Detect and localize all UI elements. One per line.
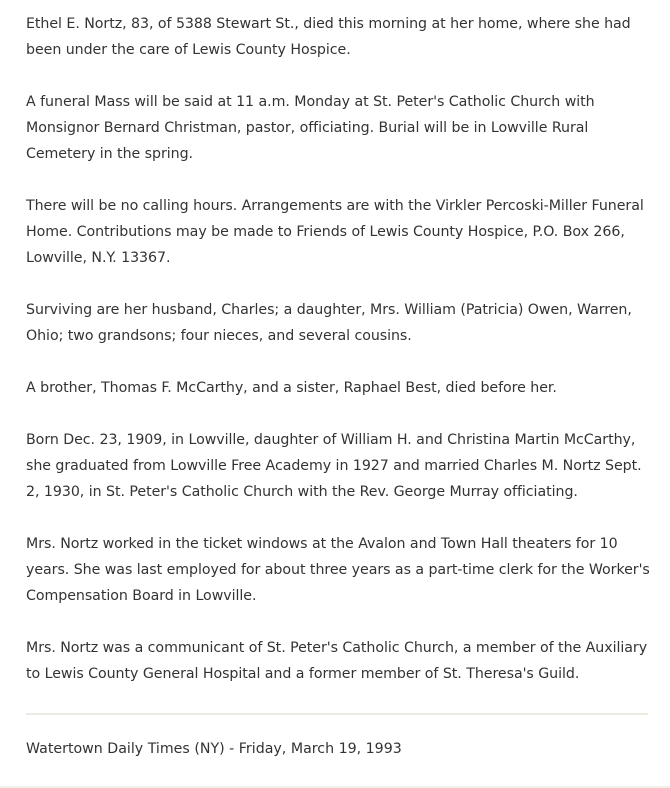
obituary-paragraph-memberships: Mrs. Nortz was a communicant of St. Peter's Catholic Church, a member of the Auxiliary to Lewis County General Hospital and a former member of St. Theresa's Guild. <box>26 640 648 682</box>
obituary-article <box>26 11 652 687</box>
obituary-paragraph-funeral-mass: A funeral Mass will be said at 11 a.m. Monday at St. Peter's Catholic Church with Monsignor Bernard Christman, pastor, officiating. Burial will be in Lowville Rural Cemetery in the spring. <box>26 94 595 162</box>
section-divider <box>26 713 648 715</box>
obituary-paragraph-predeceased: A brother, Thomas F. McCarthy, and a sister, Raphael Best, died before her. <box>26 380 557 396</box>
obituary-paragraph-survivors: Surviving are her husband, Charles; a daughter, Mrs. William (Patricia) Owen, Warren, Ohio; two grandsons; four nieces, and several cousins. <box>26 302 632 344</box>
obituary-paragraph-employment: Mrs. Nortz worked in the ticket windows at the Avalon and Town Hall theaters for 10 years. She was last employed for about three years as a part-time clerk for the Worker's Compensation Board in Lowville. <box>26 536 650 604</box>
obituary-paragraph-biography: Born Dec. 23, 1909, in Lowville, daughter of William H. and Christina Martin McCarthy, she graduated from Lowville Free Academy in 1927 and married Charles M. Nortz Sept. 2, 1930, in St. Peter's Catholic Church with the Rev. George Murray officiating. <box>26 432 642 500</box>
obituary-paragraph-death-notice: Ethel E. Nortz, 83, of 5388 Stewart St., died this morning at her home, where she had been under the care of Lewis County Hospice. <box>26 16 631 58</box>
obituary-paragraph-arrangements: There will be no calling hours. Arrangements are with the Virkler Percoski-Miller Funeral Home. Contributions may be made to Friends of Lewis County Hospice, P.O. Box 266, Lowville, N.Y. 13367. <box>26 198 644 266</box>
source-citation: Watertown Daily Times (NY) - Friday, March 19, 1993 <box>26 741 402 757</box>
